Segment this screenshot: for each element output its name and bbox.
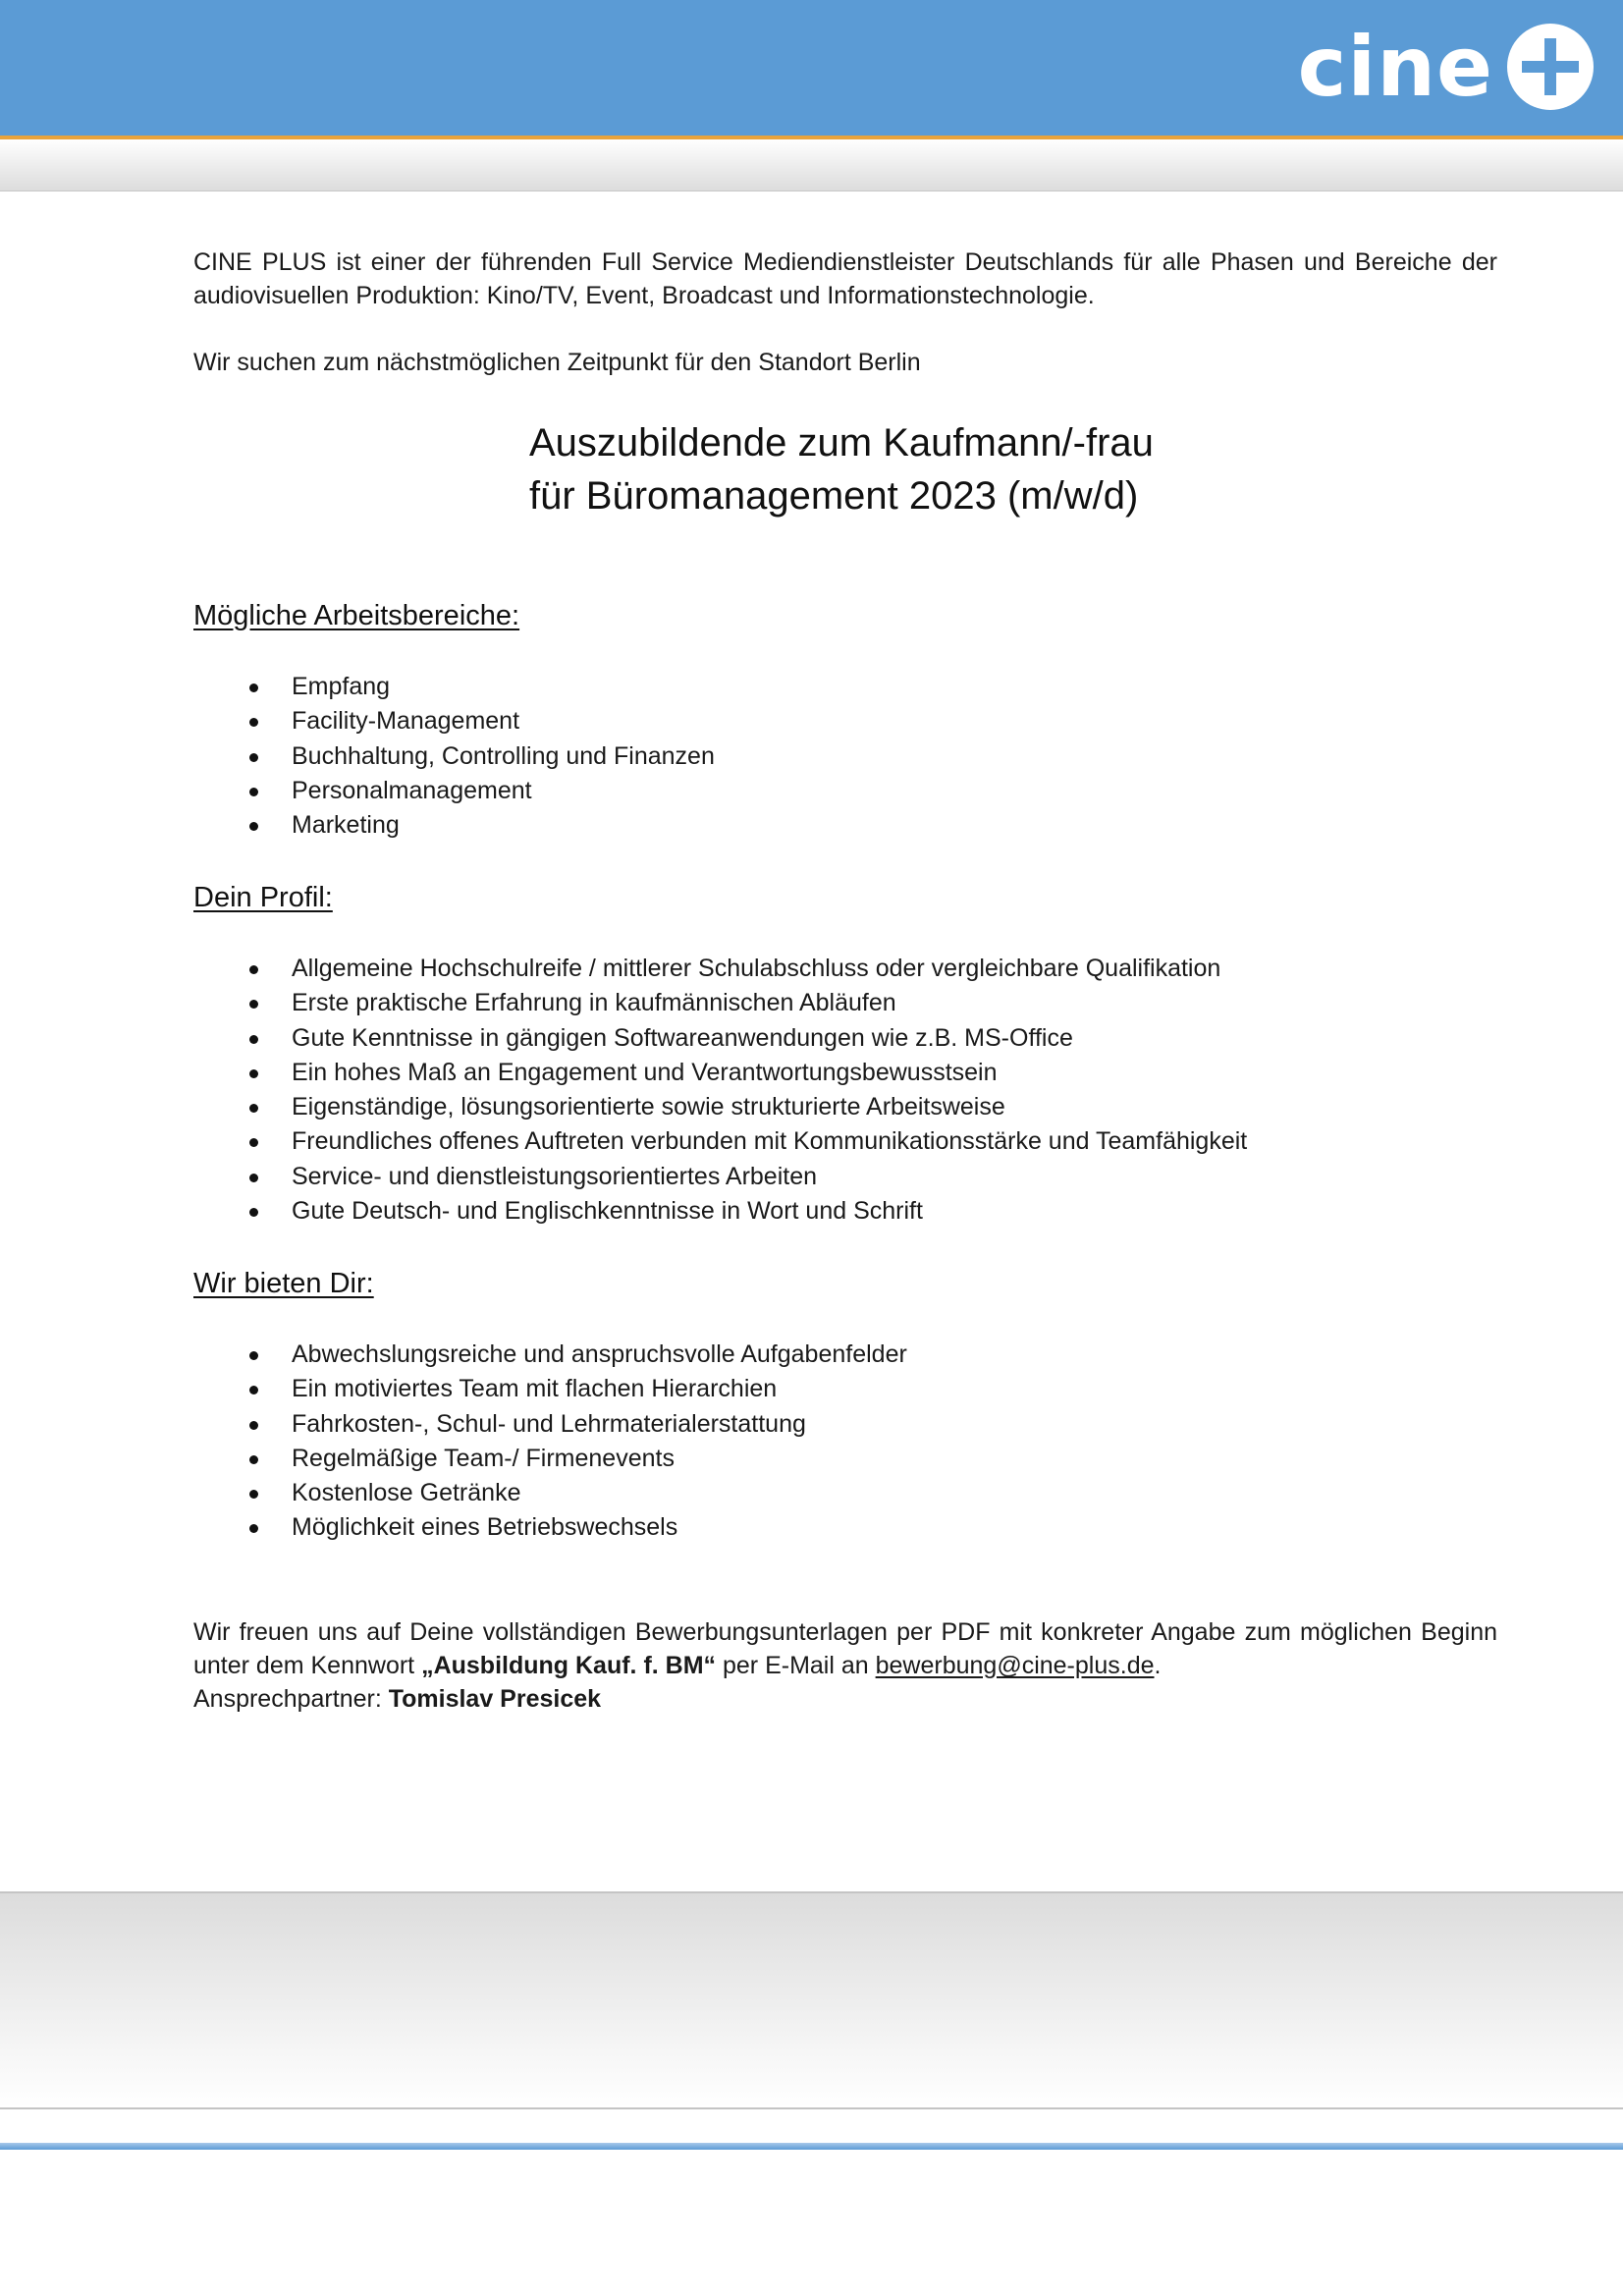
email-link[interactable]: bewerbung@cine-plus.de: [875, 1652, 1155, 1679]
bullet-icon: [249, 1035, 258, 1044]
list-item: Freundliches offenes Auftreten verbunden mit Kommunikationsstärke und Teamfähigkeit: [193, 1124, 1497, 1159]
list-item: Gute Kenntnisse in gängigen Softwareanwendungen wie z.B. MS-Office: [193, 1021, 1497, 1056]
list-item: Facility-Management: [193, 704, 1497, 738]
list-item: Allgemeine Hochschulreife / mittlerer Schulabschluss oder vergleichbare Qualifikation: [193, 952, 1497, 986]
logo-text: cine: [1297, 19, 1493, 115]
section-heading-profil: Dein Profil:: [193, 882, 333, 913]
list-item: Eigenständige, lösungsorientierte sowie strukturierte Arbeitsweise: [193, 1090, 1497, 1124]
bullet-icon: [249, 1524, 258, 1533]
list-item: Abwechslungsreiche und anspruchsvolle Aufgabenfelder: [193, 1338, 1497, 1372]
footer-accent-line: [0, 2143, 1623, 2150]
application-instructions: Wir freuen uns auf Deine vollständigen Bewerbungsunterlagen per PDF mit konkreter Angabe zum möglichen Beginn unter dem Kennwort „Ausbildung Kauf. f. BM“ per E-Mail an bewerbung@cine-plus.de.: [193, 1618, 1497, 1679]
contact-name: Tomislav Presicek: [388, 1685, 602, 1713]
bullet-icon: [249, 1138, 258, 1147]
bullet-icon: [249, 788, 258, 796]
bullet-icon: [249, 965, 258, 974]
section-heading-arbeitsbereiche: Mögliche Arbeitsbereiche:: [193, 600, 520, 631]
job-title-line-2: für Büromanagement 2023 (m/w/d): [529, 474, 1139, 518]
list-item: Ein hohes Maß an Engagement und Verantwortungsbewusstsein: [193, 1056, 1497, 1090]
bullet-icon: [249, 1421, 258, 1430]
list-item: Service- und dienstleistungsorientiertes Arbeiten: [193, 1160, 1497, 1194]
closing-paragraph: [193, 1615, 1497, 1716]
list-arbeitsbereiche: [193, 670, 1497, 843]
bullet-icon: [249, 1490, 258, 1499]
job-title-line-1: Auszubildende zum Kaufmann/-frau: [529, 421, 1154, 465]
list-item: Ein motiviertes Team mit flachen Hierarchien: [193, 1372, 1497, 1406]
bullet-icon: [249, 1455, 258, 1464]
list-item: Empfang: [193, 670, 1497, 704]
bullet-icon: [249, 1104, 258, 1113]
bullet-icon: [249, 822, 258, 831]
bullet-icon: [249, 718, 258, 727]
list-item: Erste praktische Erfahrung in kaufmännischen Abläufen: [193, 986, 1497, 1020]
bullet-icon: [249, 1174, 258, 1182]
bullet-icon: [249, 1208, 258, 1217]
application-keyword: „Ausbildung Kauf. f. BM“: [421, 1652, 717, 1679]
list-item: Regelmäßige Team-/ Firmenevents: [193, 1442, 1497, 1476]
bullet-icon: [249, 1351, 258, 1360]
list-item: Möglichkeit eines Betriebswechsels: [193, 1510, 1497, 1545]
footer-gradient-band: [0, 1891, 1623, 2109]
list-wir-bieten: [193, 1338, 1497, 1546]
contact-person: Ansprechpartner: Tomislav Presicek: [193, 1685, 602, 1713]
list-item: Buchhaltung, Controlling und Finanzen: [193, 739, 1497, 774]
list-item: Personalmanagement: [193, 774, 1497, 808]
bullet-icon: [249, 1386, 258, 1394]
document-body: [193, 246, 1497, 1713]
header-gradient-band: [0, 139, 1623, 191]
header-bar: [0, 0, 1623, 136]
list-item: Gute Deutsch- und Englischkenntnisse in Wort und Schrift: [193, 1194, 1497, 1229]
plus-circle-icon: [1505, 22, 1596, 112]
list-item: Kostenlose Getränke: [193, 1476, 1497, 1510]
search-statement: Wir suchen zum nächstmöglichen Zeitpunkt für den Standort Berlin: [193, 349, 921, 376]
list-item: Marketing: [193, 808, 1497, 843]
bullet-icon: [249, 683, 258, 692]
cine-plus-logo: [1297, 19, 1596, 115]
bullet-icon: [249, 1000, 258, 1009]
job-title: [193, 416, 1497, 522]
section-heading-wir-bieten: Wir bieten Dir:: [193, 1268, 374, 1299]
list-profil: [193, 952, 1497, 1229]
bullet-icon: [249, 753, 258, 762]
bullet-icon: [249, 1069, 258, 1078]
company-intro: CINE PLUS ist einer der führenden Full Service Mediendienstleister Deutschlands für alle Phasen und Bereiche der audiovisuellen Produktion: Kino/TV, Event, Broadcast und Informationstechnologie.: [193, 248, 1497, 309]
list-item: Fahrkosten-, Schul- und Lehrmaterialerstattung: [193, 1407, 1497, 1442]
